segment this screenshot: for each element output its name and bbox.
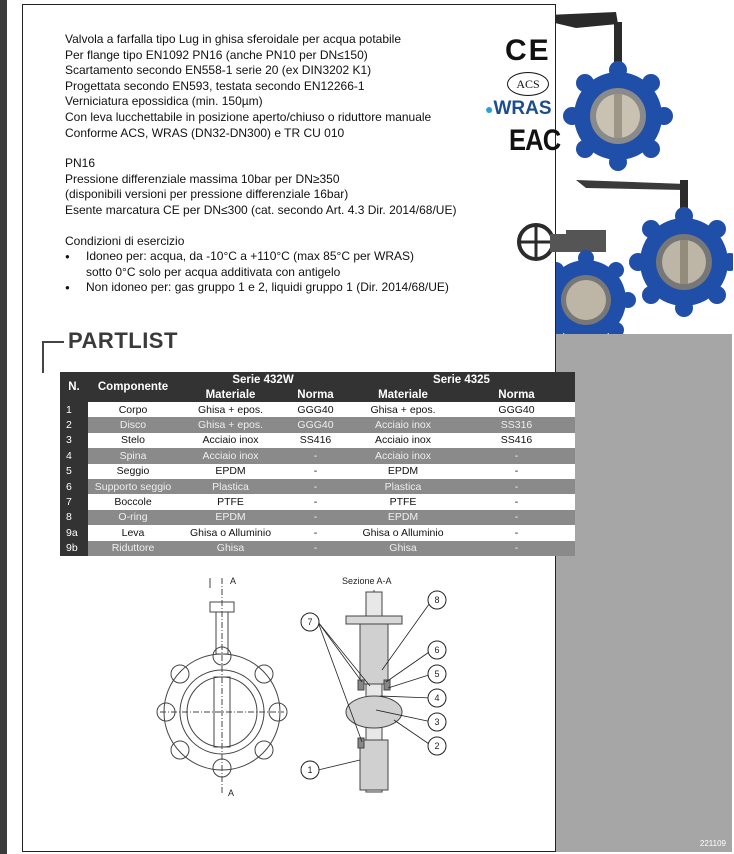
cell-component: Seggio <box>88 464 178 479</box>
cell-component: Riduttore <box>88 541 178 556</box>
cell-n: 7 <box>60 494 88 509</box>
product-photo-column <box>555 4 732 852</box>
callout-3 <box>428 713 446 731</box>
cell-material1: Plastica <box>178 479 283 494</box>
callout-2-label: 2 <box>434 741 440 751</box>
header-component: Componente <box>88 372 178 402</box>
table-row <box>60 433 575 448</box>
certification-marks <box>483 32 573 172</box>
left-edge <box>0 0 7 854</box>
cell-n: 8 <box>60 510 88 525</box>
cell-norm1: - <box>283 510 348 525</box>
cell-norm2: - <box>458 448 575 463</box>
cell-material2: Acciaio inox <box>348 433 458 448</box>
cell-component: Stelo <box>88 433 178 448</box>
acs-mark-text: ACS <box>516 77 540 91</box>
table-row <box>60 494 575 509</box>
callout-3-label: 3 <box>434 717 440 727</box>
callout-7-label: 7 <box>307 617 313 627</box>
cell-norm2: GGG40 <box>458 402 575 417</box>
cell-n: 1 <box>60 402 88 417</box>
cell-material2: Acciaio inox <box>348 417 458 432</box>
cell-n: 2 <box>60 417 88 432</box>
cell-norm1: - <box>283 541 348 556</box>
callout-8-label: 8 <box>434 595 440 605</box>
wras-mark-text: WRAS <box>493 98 552 119</box>
cell-material1: EPDM <box>178 510 283 525</box>
cell-material2: Acciaio inox <box>348 448 458 463</box>
cell-material2: EPDM <box>348 510 458 525</box>
cell-material1: Ghisa + epos. <box>178 417 283 432</box>
cut-label-bottom: A <box>228 788 235 798</box>
callout-4 <box>428 689 446 707</box>
callout-2 <box>428 737 446 755</box>
partlist-title: PARTLIST <box>68 328 178 353</box>
header-n: N. <box>60 372 88 402</box>
cell-norm1: GGG40 <box>283 402 348 417</box>
callout-1-label: 1 <box>307 765 313 775</box>
table-row <box>60 479 575 494</box>
eac-mark: EAC <box>509 124 561 157</box>
description-line: Con leva lucchettabile in posizione aperto/chiuso o riduttore manuale <box>65 109 432 124</box>
table-row <box>60 541 575 556</box>
cell-material1: Acciaio inox <box>178 448 283 463</box>
cell-material1: PTFE <box>178 494 283 509</box>
cell-material1: Acciaio inox <box>178 433 283 448</box>
table-row <box>60 525 575 540</box>
pressure-line: (disponibili versioni per pressione differenziale 16bar) <box>65 187 349 202</box>
table-row <box>60 464 575 479</box>
wras-mark <box>485 98 552 120</box>
front-view <box>157 578 287 795</box>
conditions-unsuitable: ● Non idoneo per: gas gruppo 1 e 2, liquidi gruppo 1 (Dir. 2014/68/UE) <box>65 280 456 296</box>
cell-component: Leva <box>88 525 178 540</box>
cell-norm1: - <box>283 479 348 494</box>
header-material1: Materiale <box>178 387 283 402</box>
conditions-suitable: ● Idoneo per: acqua, da -10°C a +110°C (max 85°C per WRAS) <box>65 249 456 265</box>
valve-photos <box>556 4 733 334</box>
cell-n: 9a <box>60 525 88 540</box>
callout-6-label: 6 <box>434 645 440 655</box>
callout-7 <box>301 613 319 631</box>
pressure-title: PN16 <box>65 156 96 171</box>
cell-material1: EPDM <box>178 464 283 479</box>
table-row <box>60 402 575 417</box>
cell-norm2: - <box>458 525 575 540</box>
description-line: Progettata secondo EN593, testata secondo EN12266-1 <box>65 78 365 93</box>
partlist-table <box>60 372 575 556</box>
cell-material1: Ghisa + epos. <box>178 402 283 417</box>
description-line: Valvola a farfalla tipo Lug in ghisa sferoidale per acqua potabile <box>65 32 401 46</box>
callout-1 <box>301 761 319 779</box>
cell-norm2: SS316 <box>458 417 575 432</box>
header-norm2: Norma <box>458 387 575 402</box>
conditions-suitable-note: sotto 0°C solo per acqua additivata con antigelo <box>86 264 341 279</box>
cell-component: Corpo <box>88 402 178 417</box>
footer-code: 221109 <box>699 839 726 848</box>
technical-drawing <box>150 570 470 800</box>
cell-component: Boccole <box>88 494 178 509</box>
cell-material1: Ghisa o Alluminio <box>178 525 283 540</box>
callout-5 <box>428 665 446 683</box>
header-norm1: Norma <box>283 387 348 402</box>
cell-norm2: SS416 <box>458 433 575 448</box>
cell-norm1: - <box>283 464 348 479</box>
water-drop-icon: ● <box>485 101 494 117</box>
header-material2: Materiale <box>348 387 458 402</box>
section-title: Sezione A-A <box>342 576 392 586</box>
cell-norm1: - <box>283 448 348 463</box>
pressure-line: Pressione differenziale massima 10bar per DN≥350 <box>65 171 340 186</box>
cell-norm1: SS416 <box>283 433 348 448</box>
conditions-title: Condizioni di esercizio <box>65 233 185 248</box>
cell-n: 4 <box>60 448 88 463</box>
callout-4-label: 4 <box>434 693 440 703</box>
cut-label-top: A <box>230 576 237 586</box>
cell-norm2: - <box>458 479 575 494</box>
acs-mark <box>507 72 549 96</box>
handwheel-illustration <box>514 214 574 284</box>
cell-component: Spina <box>88 448 178 463</box>
cell-component: Disco <box>88 417 178 432</box>
callout-6 <box>428 641 446 659</box>
header-series2: Serie 4325 <box>348 372 575 387</box>
cell-norm1: - <box>283 494 348 509</box>
cell-norm1: GGG40 <box>283 417 348 432</box>
callout-5-label: 5 <box>434 669 440 679</box>
cell-component: Supporto seggio <box>88 479 178 494</box>
cell-material1: Ghisa <box>178 541 283 556</box>
description-line: Scartamento secondo EN558-1 serie 20 (ex DIN3202 K1) <box>65 63 372 78</box>
cell-norm2: - <box>458 541 575 556</box>
table-row <box>60 448 575 463</box>
cell-component: O-ring <box>88 510 178 525</box>
cell-material2: Ghisa <box>348 541 458 556</box>
description-line: Conforme ACS, WRAS (DN32-DN300) e TR CU 010 <box>65 125 345 140</box>
ce-mark: CE <box>505 34 551 67</box>
cell-n: 9b <box>60 541 88 556</box>
pressure-line: Esente marcatura CE per DN≤300 (cat. secondo Art. 4.3 Dir. 2014/68/UE) <box>65 202 457 217</box>
description-line: Per flange tipo EN1092 PN16 (anche PN10 per DN≤150) <box>65 47 368 62</box>
cell-norm2: - <box>458 510 575 525</box>
cell-material2: PTFE <box>348 494 458 509</box>
cell-n: 3 <box>60 433 88 448</box>
cell-n: 5 <box>60 464 88 479</box>
description-block <box>65 32 456 296</box>
cell-material2: Ghisa o Alluminio <box>348 525 458 540</box>
cell-material2: EPDM <box>348 464 458 479</box>
cell-material2: Ghisa + epos. <box>348 402 458 417</box>
cell-n: 6 <box>60 479 88 494</box>
cell-norm2: - <box>458 464 575 479</box>
callout-8 <box>428 591 446 609</box>
table-row <box>60 510 575 525</box>
table-row <box>60 417 575 432</box>
header-series1: Serie 432W <box>178 372 348 387</box>
cell-norm1: - <box>283 525 348 540</box>
cell-material2: Plastica <box>348 479 458 494</box>
description-line: Verniciatura epossidica (min. 150µm) <box>65 94 263 109</box>
cell-norm2: - <box>458 494 575 509</box>
